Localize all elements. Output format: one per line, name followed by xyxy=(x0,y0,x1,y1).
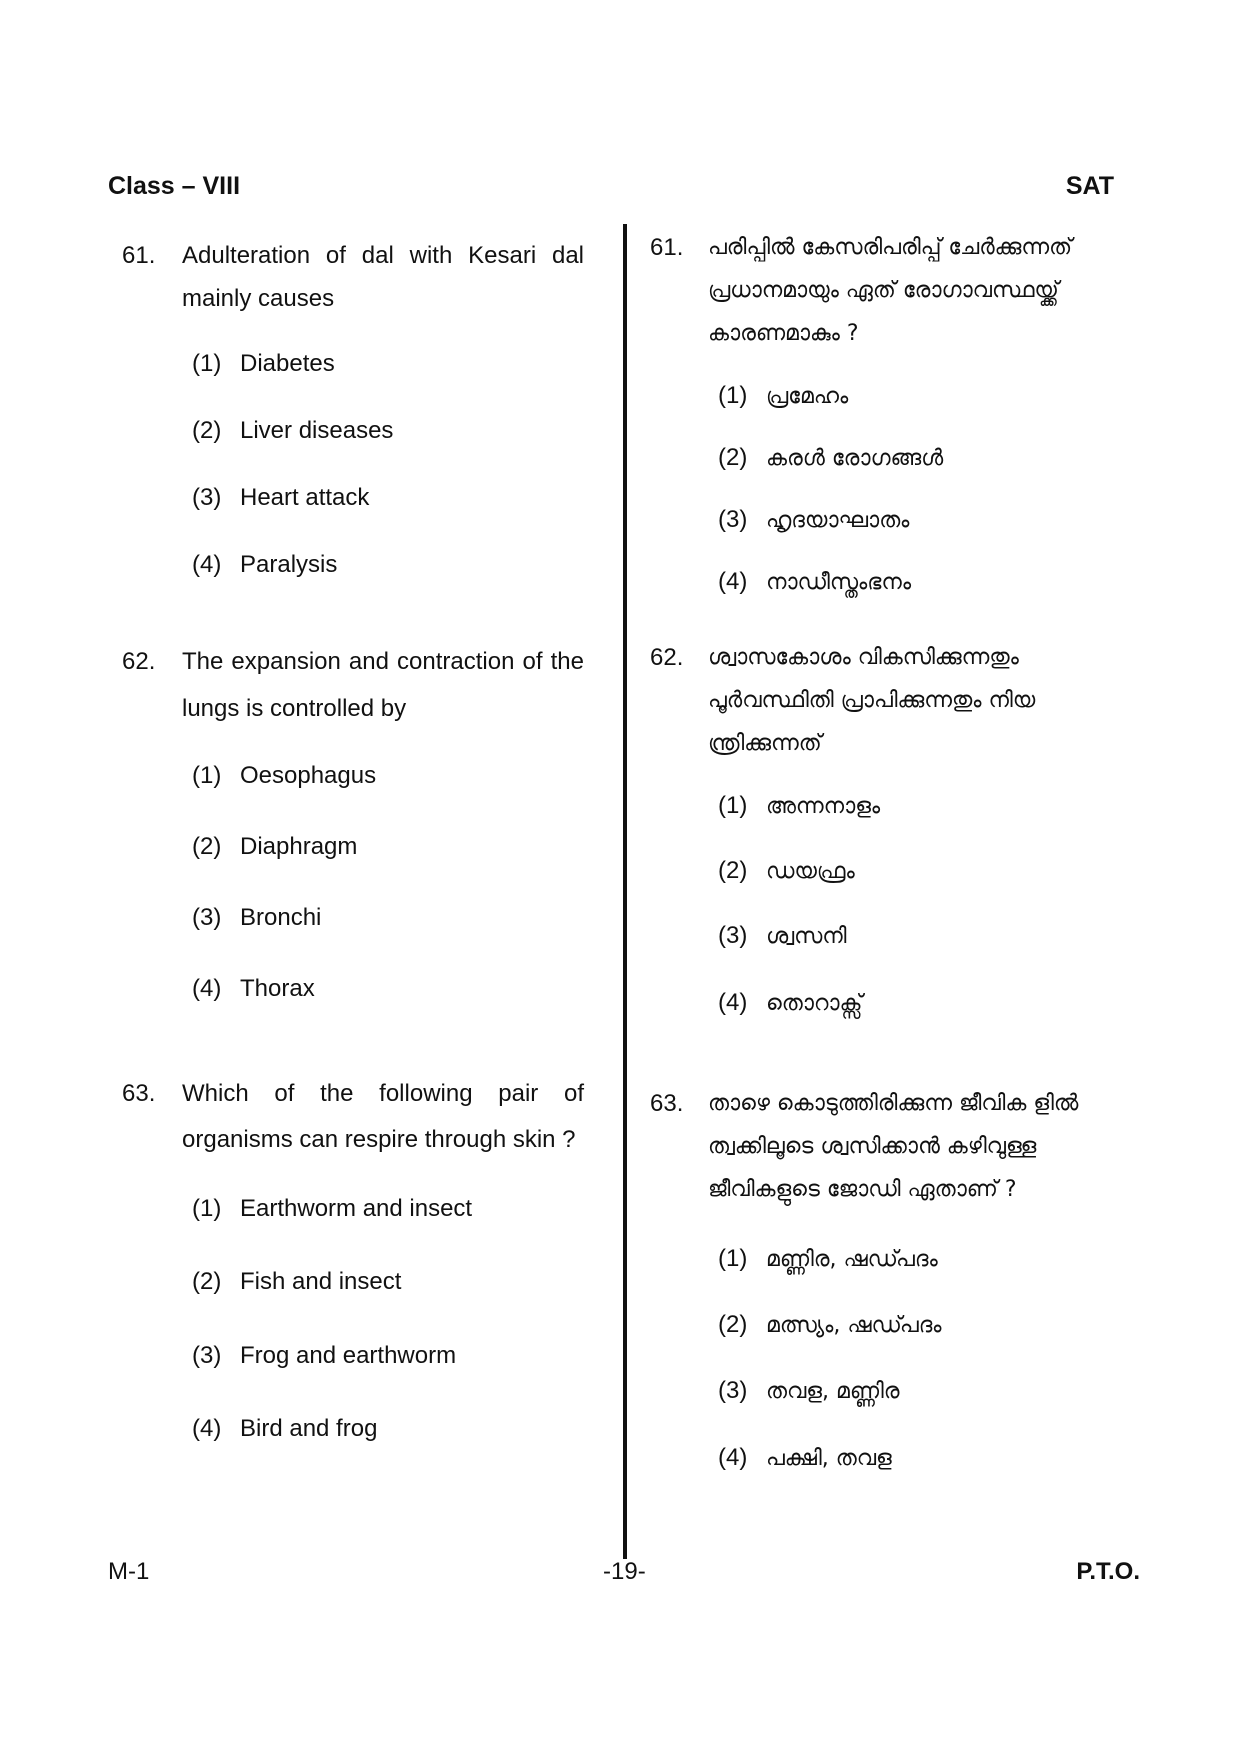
option-number: (1) xyxy=(718,792,748,819)
option-text: Thorax xyxy=(240,975,315,1002)
option-text: Fish and insect xyxy=(240,1268,402,1295)
option xyxy=(192,1195,472,1223)
question-line: organisms can respire through skin ? xyxy=(182,1126,576,1153)
page-number: -19- xyxy=(603,1558,646,1585)
option-number: (1) xyxy=(192,762,222,789)
option xyxy=(718,922,847,950)
question-line: ശ്വാസകോശം വികസിക്കുന്നതും xyxy=(708,645,1019,670)
option-number: (2) xyxy=(192,417,222,444)
option-text: Bronchi xyxy=(240,904,322,931)
option-number: (4) xyxy=(718,989,748,1016)
option-number: (2) xyxy=(718,444,748,471)
option-number: (3) xyxy=(192,1342,222,1369)
option-number: (1) xyxy=(718,1245,748,1272)
option-text: Frog and earthworm xyxy=(240,1342,457,1369)
option-text: Liver diseases xyxy=(240,417,394,444)
question-number: 62. xyxy=(122,648,156,675)
option xyxy=(718,1245,938,1273)
option-number: (1) xyxy=(192,350,222,377)
option-number: (1) xyxy=(192,1195,222,1222)
option xyxy=(718,1377,900,1405)
option-number: (3) xyxy=(718,1377,748,1404)
option-text: ശ്വസനി xyxy=(766,924,847,949)
option xyxy=(718,792,880,820)
option xyxy=(718,506,909,534)
option-number: (2) xyxy=(192,1268,222,1295)
question-line: mainly causes xyxy=(182,285,335,312)
class-header: Class – VIII xyxy=(108,172,241,200)
option-number: (4) xyxy=(192,551,222,578)
option-number: (3) xyxy=(718,922,748,949)
option xyxy=(192,975,315,1003)
option-text: മത്സ്യം, ഷഡ്പദം xyxy=(766,1313,942,1338)
option xyxy=(192,1342,456,1370)
option-text: Oesophagus xyxy=(240,762,377,789)
option xyxy=(192,350,335,378)
question-number: 63. xyxy=(650,1090,684,1117)
option xyxy=(192,1415,377,1443)
option xyxy=(192,762,376,790)
pto-label: P.T.O. xyxy=(1076,1558,1140,1585)
option-text: Diaphragm xyxy=(240,833,358,860)
option-text: തവള, മണ്ണിര xyxy=(766,1379,900,1404)
option-number: (2) xyxy=(192,833,222,860)
option xyxy=(192,417,393,445)
question-line: Which of the following pair of xyxy=(182,1080,584,1107)
option-text: പ്രമേഹം xyxy=(766,384,849,409)
option-text: നാഡീസ്തംഭനം xyxy=(766,570,912,595)
question-line: പരിപ്പിൽ കേസരിപരിപ്പ് ചേർക്കുന്നത് xyxy=(708,235,1073,260)
question-number: 61. xyxy=(650,234,684,261)
option-number: (4) xyxy=(718,1444,748,1471)
question-line: lungs is controlled by xyxy=(182,695,407,722)
question-line: The expansion and contraction of the xyxy=(182,648,584,675)
option-text: പക്ഷി, തവള xyxy=(766,1446,892,1471)
question-number: 61. xyxy=(122,242,156,269)
option-text: Bird and frog xyxy=(240,1415,378,1442)
question-line: ത്വക്കിലൂടെ ശ്വസിക്കാൻ കഴിവുള്ള xyxy=(708,1134,1037,1159)
question-line: താഴെ കൊടുത്തിരിക്കുന്ന ജീവിക ളിൽ xyxy=(708,1091,1079,1116)
option xyxy=(718,989,863,1017)
option xyxy=(718,568,911,596)
question-line: Adulteration of dal with Kesari dal xyxy=(182,242,584,269)
option-text: Paralysis xyxy=(240,551,338,578)
option-text: Heart attack xyxy=(240,484,370,511)
option xyxy=(718,1311,942,1339)
option-text: മണ്ണിര, ഷഡ്പദം xyxy=(766,1247,938,1272)
column-divider xyxy=(623,224,627,1559)
option-number: (2) xyxy=(718,1311,748,1338)
option-number: (3) xyxy=(192,904,222,931)
option-number: (3) xyxy=(718,506,748,533)
option xyxy=(192,1268,401,1296)
question-line: പൂർവസ്ഥിതി പ്രാപിക്കുന്നതും നിയ xyxy=(708,688,1036,713)
option xyxy=(192,484,369,512)
exam-header: SAT xyxy=(1065,172,1114,200)
question-line: പ്രധാനമായും ഏത് രോഗാവസ്ഥയ്ക്ക് xyxy=(708,278,1059,303)
option xyxy=(192,833,357,861)
option xyxy=(718,1444,892,1472)
option-number: (3) xyxy=(192,484,222,511)
option-text: തൊറാക്സ് xyxy=(766,991,863,1016)
option-number: (2) xyxy=(718,857,748,884)
option-number: (1) xyxy=(718,382,748,409)
question-number: 62. xyxy=(650,644,684,671)
paper-code: M-1 xyxy=(108,1558,150,1585)
option-text: Diabetes xyxy=(240,350,335,377)
option xyxy=(718,382,848,410)
option-number: (4) xyxy=(718,568,748,595)
option xyxy=(192,904,321,932)
option-text: ഡയഫ്രം xyxy=(766,859,855,884)
option xyxy=(192,551,337,579)
question-line: കാരണമാകും ? xyxy=(708,321,859,346)
option-number: (4) xyxy=(192,1415,222,1442)
option xyxy=(718,444,943,472)
question-line: ന്ത്രിക്കുന്നത് xyxy=(708,731,822,756)
option-text: കരൾ രോഗങ്ങൾ xyxy=(766,446,944,471)
option-text: ഹൃദയാഘാതം xyxy=(766,508,910,533)
option-number: (4) xyxy=(192,975,222,1002)
option-text: Earthworm and insect xyxy=(240,1195,473,1222)
option-text: അന്നനാളം xyxy=(766,794,881,819)
option xyxy=(718,857,855,885)
question-line: ജീവികളുടെ ജോഡി ഏതാണ് ? xyxy=(708,1177,1017,1202)
question-number: 63. xyxy=(122,1080,156,1107)
